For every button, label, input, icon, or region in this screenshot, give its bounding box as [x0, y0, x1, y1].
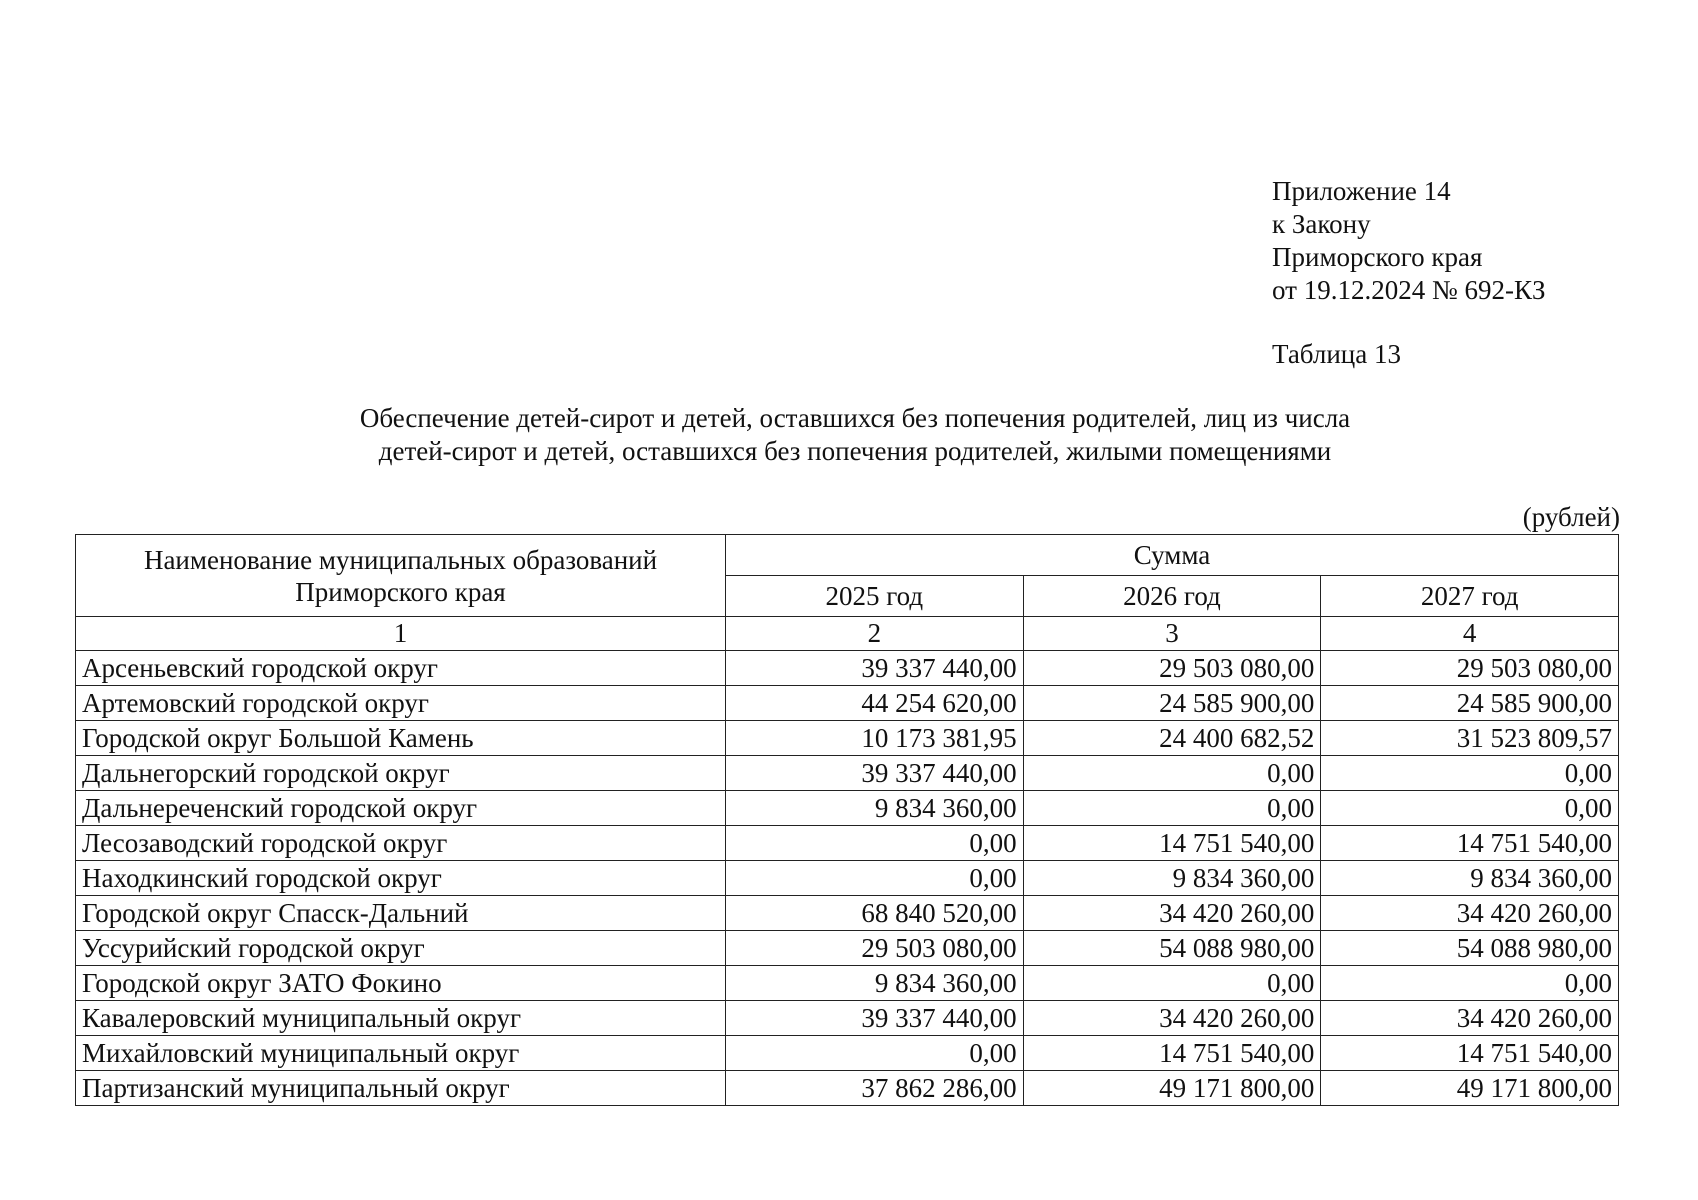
municipality-name: Михайловский муниципальный округ: [76, 1036, 726, 1071]
amount-2025: 10 173 381,95: [726, 721, 1024, 756]
municipality-name: Лесозаводский городской округ: [76, 826, 726, 861]
table-row: [76, 1036, 1619, 1071]
amount-2027: 0,00: [1321, 756, 1619, 791]
municipality-name: Арсеньевский городской округ: [76, 651, 726, 686]
year-header-2027: 2027 год: [1321, 576, 1619, 617]
table-row: [76, 721, 1619, 756]
amount-2026: 14 751 540,00: [1023, 1036, 1321, 1071]
table-row: [76, 791, 1619, 826]
appendix-line-2: к Закону: [1272, 209, 1371, 239]
municipality-name: Уссурийский городской округ: [76, 931, 726, 966]
amount-2025: 9 834 360,00: [726, 966, 1024, 1001]
amount-2025: 0,00: [726, 861, 1024, 896]
amount-2026: 14 751 540,00: [1023, 826, 1321, 861]
municipality-name: Артемовский городской округ: [76, 686, 726, 721]
amount-2026: 29 503 080,00: [1023, 651, 1321, 686]
amount-2025: 29 503 080,00: [726, 931, 1024, 966]
document-title-line-1: Обеспечение детей-сирот и детей, оставшихся без попечения родителей, лиц из числа: [359, 403, 1351, 433]
column-number: 3: [1023, 617, 1321, 651]
amount-2025: 39 337 440,00: [726, 756, 1024, 791]
amount-2026: 24 400 682,52: [1023, 721, 1321, 756]
sum-column-header: Сумма: [726, 535, 1619, 576]
table-row: [76, 861, 1619, 896]
amount-2026: 0,00: [1023, 756, 1321, 791]
municipality-name: Городской округ Большой Камень: [76, 721, 726, 756]
table-number: Таблица 13: [1272, 339, 1401, 369]
document-title-line-2: детей-сирот и детей, оставшихся без попечения родителей, жилыми помещениями: [378, 436, 1332, 466]
table-row: [76, 931, 1619, 966]
units-label: (рублей): [1522, 502, 1620, 532]
year-header-2025: 2025 год: [726, 576, 1024, 617]
amount-2025: 0,00: [726, 826, 1024, 861]
table-row: [76, 756, 1619, 791]
year-header-2026: 2026 год: [1023, 576, 1321, 617]
appendix-header: [1272, 175, 1545, 307]
municipality-name: Партизанский муниципальный округ: [76, 1071, 726, 1106]
amount-2027: 54 088 980,00: [1321, 931, 1619, 966]
municipality-name: Кавалеровский муниципальный округ: [76, 1001, 726, 1036]
municipality-name: Городской округ ЗАТО Фокино: [76, 966, 726, 1001]
amount-2027: 34 420 260,00: [1321, 1001, 1619, 1036]
amount-2027: 14 751 540,00: [1321, 1036, 1619, 1071]
amount-2026: 34 420 260,00: [1023, 896, 1321, 931]
table-row: [76, 1001, 1619, 1036]
amount-2025: 39 337 440,00: [726, 1001, 1024, 1036]
amount-2027: 31 523 809,57: [1321, 721, 1619, 756]
column-number: 2: [726, 617, 1024, 651]
amount-2026: 49 171 800,00: [1023, 1071, 1321, 1106]
amount-2026: 0,00: [1023, 791, 1321, 826]
amount-2027: 14 751 540,00: [1321, 826, 1619, 861]
amount-2027: 49 171 800,00: [1321, 1071, 1619, 1106]
amount-2027: 0,00: [1321, 791, 1619, 826]
amount-2027: 24 585 900,00: [1321, 686, 1619, 721]
table-row: [76, 966, 1619, 1001]
municipality-name: Дальнегорский городской округ: [76, 756, 726, 791]
amount-2026: 9 834 360,00: [1023, 861, 1321, 896]
amount-2025: 9 834 360,00: [726, 791, 1024, 826]
table-row: [76, 686, 1619, 721]
municipality-name: Дальнереченский городской округ: [76, 791, 726, 826]
appendix-line-3: Приморского края: [1272, 242, 1483, 272]
amount-2027: 29 503 080,00: [1321, 651, 1619, 686]
amount-2025: 68 840 520,00: [726, 896, 1024, 931]
column-number: 4: [1321, 617, 1619, 651]
amount-2027: 0,00: [1321, 966, 1619, 1001]
allocation-table: [75, 534, 1619, 1106]
municipality-name: Находкинский городской округ: [76, 861, 726, 896]
amount-2026: 34 420 260,00: [1023, 1001, 1321, 1036]
amount-2025: 44 254 620,00: [726, 686, 1024, 721]
table-row: [76, 1071, 1619, 1106]
amount-2026: 24 585 900,00: [1023, 686, 1321, 721]
column-number: 1: [76, 617, 726, 651]
municipality-name: Городской округ Спасск-Дальний: [76, 896, 726, 931]
amount-2025: 39 337 440,00: [726, 651, 1024, 686]
table-row: [76, 896, 1619, 931]
amount-2026: 0,00: [1023, 966, 1321, 1001]
document-title: [240, 402, 1470, 468]
appendix-line-4: от 19.12.2024 № 692-КЗ: [1272, 275, 1546, 305]
amount-2027: 9 834 360,00: [1321, 861, 1619, 896]
amount-2025: 37 862 286,00: [726, 1071, 1024, 1106]
table-row: [76, 826, 1619, 861]
municipality-column-header: Наименование муниципальных образований Приморского края: [76, 535, 726, 617]
appendix-line-1: Приложение 14: [1272, 176, 1451, 206]
table-row: [76, 651, 1619, 686]
amount-2026: 54 088 980,00: [1023, 931, 1321, 966]
amount-2027: 34 420 260,00: [1321, 896, 1619, 931]
amount-2025: 0,00: [726, 1036, 1024, 1071]
